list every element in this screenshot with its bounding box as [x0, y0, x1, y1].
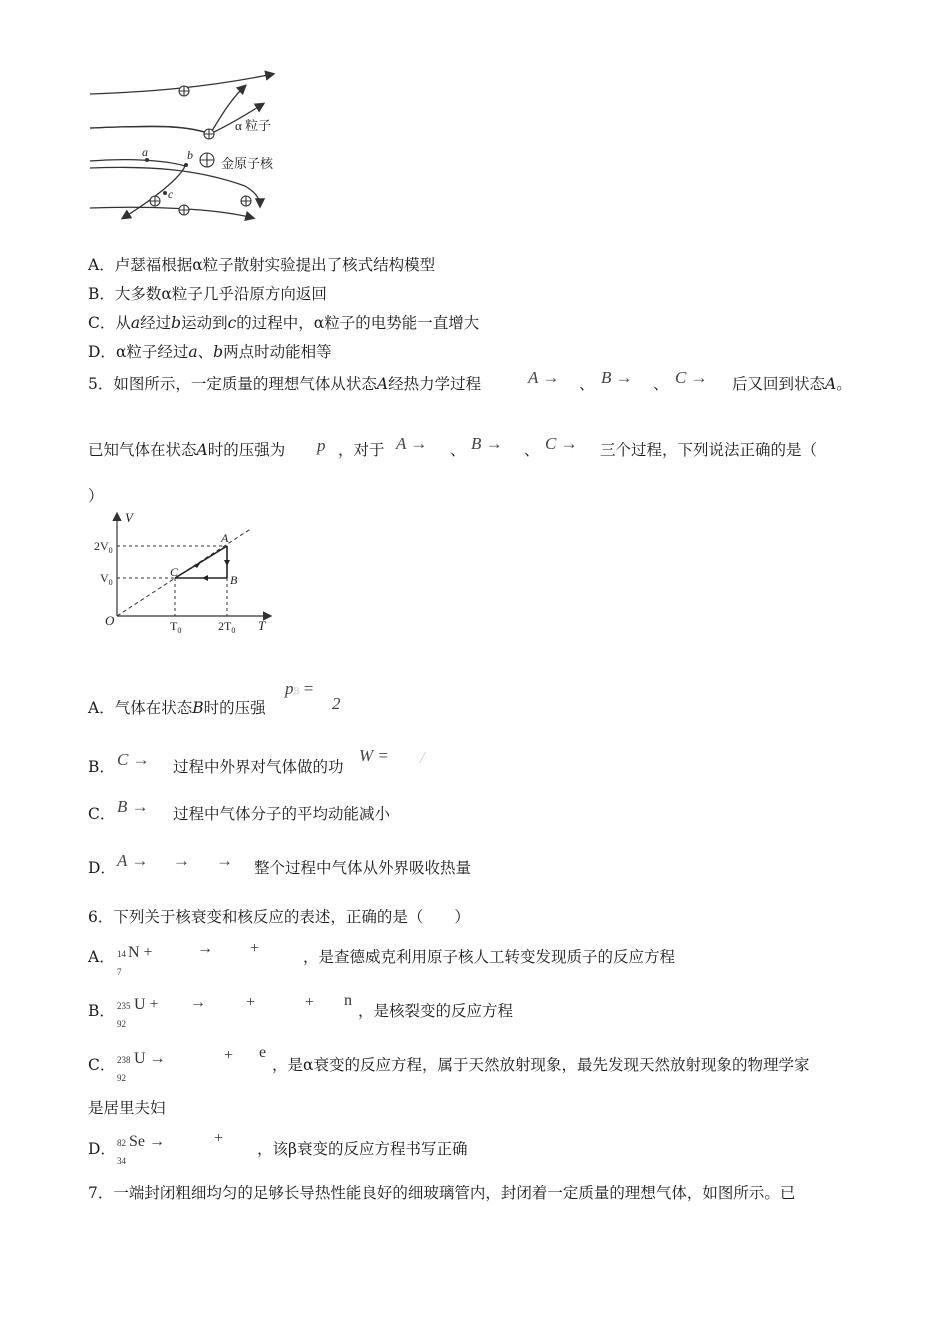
sep-4: 、	[524, 441, 540, 459]
pb-formula: pB =	[285, 679, 314, 698]
q5-stem-line2c: 三个过程，下列说法正确的是（	[600, 441, 818, 459]
alpha-scattering-figure	[85, 68, 300, 228]
q5-option-c-letter: C．	[88, 805, 116, 823]
point-B-label: B	[230, 573, 238, 587]
q6-option-d-text: ，该β衰变的反应方程书写正确	[257, 1140, 468, 1158]
point-c-label: c	[168, 187, 174, 201]
sep-2: 、	[653, 375, 669, 393]
q5-option-b-text: 过程中外界对气体做的功	[173, 758, 344, 776]
q6-b-plus1: +	[246, 994, 256, 1011]
point-C-label: C	[170, 565, 179, 579]
q6-b-arrow: →	[190, 994, 206, 1011]
q6-option-d-letter: D．	[88, 1140, 116, 1158]
q6-a-arrow: →	[197, 940, 213, 957]
q5-stem-line2b: ，对于	[338, 441, 385, 459]
q5-stem-line3: ）	[88, 487, 104, 505]
q5-option-a: A．气体在状态B时的压强	[88, 699, 266, 717]
q5-option-d-letter: D．	[88, 859, 116, 877]
point-A-label: A	[221, 531, 229, 545]
process-a-arrow: A →	[528, 368, 560, 387]
work-formula: W =	[359, 746, 389, 765]
q5-option-b-letter: B．	[88, 758, 115, 776]
v-axis-label: V	[125, 510, 133, 525]
q6-option-b-equation: 235 92 U +	[117, 996, 159, 1029]
q6-a-plus: +	[250, 940, 260, 957]
q5-option-d-text: 整个过程中气体从外界吸收热量	[254, 859, 472, 877]
q6-option-c-letter: C．	[88, 1056, 116, 1074]
q6-option-c-text: ，是α衰变的反应方程，属于天然放射现象，最先发现天然放射现象的物理学家	[272, 1056, 810, 1074]
origin-label: O	[105, 613, 115, 628]
pressure-symbol: p	[317, 436, 326, 455]
q6-option-c-equation: 238 92 U →	[117, 1050, 166, 1083]
q5-option-d-p2: →	[173, 851, 190, 870]
point-a-label: a	[142, 145, 148, 159]
vt-diagram	[90, 506, 280, 641]
track-5	[90, 167, 260, 206]
t-axis-label: T	[258, 618, 266, 633]
svg-text:V0: $V_0$	[100, 571, 113, 587]
svg-text:2V0: $2V_0$	[94, 539, 113, 555]
q6-b-neutron: n	[344, 992, 352, 1009]
q6-option-b-letter: B．	[88, 1002, 115, 1020]
alpha-label: α 粒子	[235, 118, 272, 133]
process-a-arrow-2: A →	[396, 434, 428, 453]
q5-stem-line1-end: 后又回到状态A。	[732, 375, 852, 393]
q4-option-a: A．卢瑟福根据α粒子散射实验提出了核式结构模型	[88, 256, 436, 274]
q5-stem-line2a: 已知气体在状态A时的压强为	[88, 441, 286, 459]
sep-3: 、	[450, 441, 466, 459]
q5-option-b-process: C →	[117, 750, 150, 769]
sep-1: 、	[579, 375, 595, 393]
q6-option-a-text: ，是查德威克利用原子核人工转变发现质子的反应方程	[303, 948, 676, 966]
q5-option-d-p1: A →	[117, 851, 149, 870]
q6-stem: 6．下列关于核衰变和核反应的表述，正确的是（ ）	[88, 908, 470, 926]
svg-text:2T0: $2T_0$	[218, 619, 236, 635]
point-b-label: b	[187, 148, 193, 162]
q4-option-b: B．大多数α粒子几乎沿原方向返回	[88, 285, 327, 303]
svg-text:T0: $T_0$	[170, 619, 182, 635]
q6-c-plus: +	[224, 1047, 234, 1064]
q5-option-c-text: 过程中气体分子的平均动能减小	[173, 805, 391, 823]
q5-option-d-p3: →	[216, 851, 233, 870]
process-b-arrow: B →	[601, 368, 633, 387]
q4-option-c: C．从a经过b运动到c的过程中，α粒子的电势能一直增大	[88, 314, 480, 332]
q6-d-plus: +	[214, 1130, 224, 1147]
process-c-arrow-2: C →	[545, 434, 578, 453]
track-6	[90, 207, 253, 218]
q6-option-a-letter: A．	[88, 948, 115, 966]
q6-c-electron: e	[259, 1044, 267, 1061]
pb-denominator: 2	[332, 694, 341, 713]
q5-option-c-process: B →	[117, 797, 149, 816]
q4-option-d: D．α粒子经过a、b两点时动能相等	[88, 343, 332, 361]
work-formula-tail: /	[420, 748, 425, 767]
q7-stem: 7．一端封闭粗细均匀的足够长导热性能良好的细玻璃管内，封闭着一定质量的理想气体，如图所示。已	[88, 1184, 796, 1202]
nucleus-label: 金原子核	[221, 156, 274, 171]
q6-b-plus2: +	[305, 994, 315, 1011]
q6-option-c-text-cont: 是居里夫妇	[88, 1099, 166, 1117]
q5-stem-line1: 5．如图所示，一定质量的理想气体从状态A经热力学过程	[88, 375, 482, 393]
process-c-arrow: C →	[675, 368, 708, 387]
q6-option-a-equation: 14 7 N +	[117, 944, 153, 977]
q6-option-b-text: ，是核裂变的反应方程	[358, 1002, 514, 1020]
process-b-arrow-2: B →	[471, 434, 503, 453]
q6-option-d-equation: 82 34 Se →	[117, 1133, 165, 1166]
